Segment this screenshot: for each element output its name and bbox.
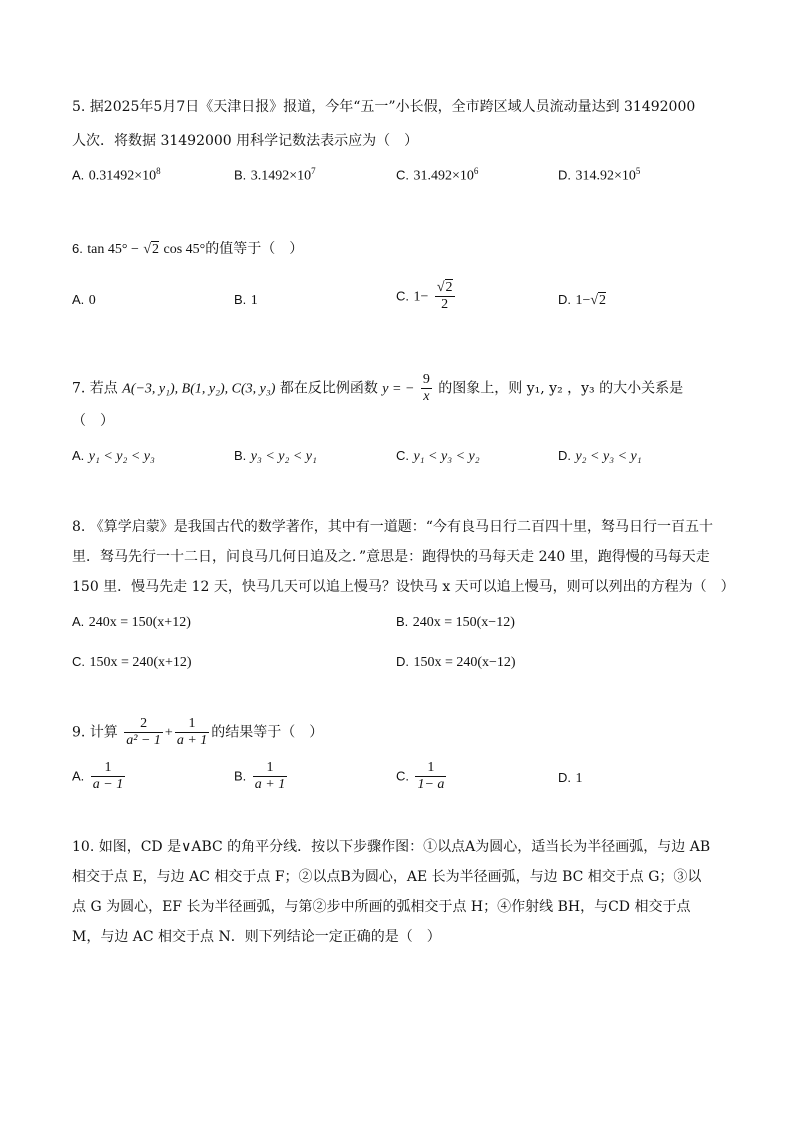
q9-option-c[interactable]: C. $\frac{1}{1- a}$ xyxy=(396,760,445,792)
q9-stem: 9. 计算 $\frac{2}{\text{a² − 1}}$ + $\frac{1}{a + 1}$ 的结果等于（ ） xyxy=(72,716,324,748)
q8-option-c[interactable]: C. 150x = 240(x+12) xyxy=(72,654,192,670)
q8-stem-line1: 8. 《算学启蒙》是我国古代的数学著作，其中有一道题：“今有良马日行二百四十里，驽马日行一百五十 xyxy=(72,519,713,535)
q7-option-a[interactable]: A. y₁ < y₂ < y₃ xyxy=(72,448,155,464)
q6-stem: 6. tan 45° − √2 cos 45°的值等于（ ） xyxy=(72,241,304,257)
q6-option-a[interactable]: A. 0 xyxy=(72,292,96,308)
q7-option-c[interactable]: C. y₁ < y₃ < y₂ xyxy=(396,448,480,464)
q8-stem-line2: 里．驽马先行一十二日，问良马几何日追及之．”意思是：跑得快的马每天走 240 里，跑得慢的马每天走 xyxy=(72,549,710,565)
q10-stem-line1: 10. 如图，CD 是∨ABC 的角平分线．按以下步骤作图：①以点A为圆心，适当长为半径画弧，与边 AB xyxy=(72,839,711,855)
q6-option-c[interactable]: C. 1− $\frac{√2}{2}$ xyxy=(396,280,453,312)
q9-fraction-1: $\frac{2}{\text{a² − 1}}$ xyxy=(126,716,161,748)
q5-option-b[interactable]: B. $3.1492\times 10^7$ xyxy=(234,166,316,184)
q8-option-b[interactable]: B. 240x = 150(x−12) xyxy=(396,614,515,630)
q5-option-c[interactable]: C. $31.492\times 10^6$ xyxy=(396,166,479,184)
q7-func-fraction: $\frac{9}{x}$ xyxy=(422,372,430,404)
q8-option-a[interactable]: A. 240x = 150(x+12) xyxy=(72,614,191,630)
q8-stem-line3: 150 里．慢马先走 12 天，快马几天可以追上慢马？设快马 x 天可以追上慢马，则可以列出的方程为（ ） xyxy=(72,579,735,595)
q7-stem-line2: （ ） xyxy=(72,413,114,429)
q9-option-a[interactable]: A. $\frac{1}{a - 1}$ xyxy=(72,760,124,792)
q9-fraction-2: $\frac{1}{a + 1}$ xyxy=(176,716,208,748)
q10-stem-line4: M，与边 AC 相交于点 N．则下列结论一定正确的是（ ） xyxy=(72,929,441,945)
q9-option-b[interactable]: B. $\frac{1}{a + 1}$ xyxy=(234,760,286,792)
q10-stem-line3: 点 G 为圆心，EF 长为半径画弧，与第②步中所画的弧相交于点 H；④作射线 BH，与CD 相交于点 xyxy=(72,899,691,915)
q6-option-d[interactable]: D. 1−√2 xyxy=(558,292,607,308)
q5-stem-line1: 5. 据2025年5月7日《天津日报》报道，今年“五一”小长假，全市跨区域人员流动量达到 31492000 xyxy=(72,99,696,115)
q5-stem-line2: 人次．将数据 31492000 用科学记数法表示应为（ ） xyxy=(72,133,419,149)
q6-option-b[interactable]: B. 1 xyxy=(234,292,258,308)
q9-option-d[interactable]: D. 1 xyxy=(558,770,583,786)
q7-option-d[interactable]: D. y₂ < y₃ < y₁ xyxy=(558,448,642,464)
q6-c-fraction: $\frac{√2}{2}$ xyxy=(436,280,453,312)
q7-stem-line1: 7. 若点 A(−3, y₁), B(1, y₂), C(3, y₃) 都在反比例函数 y = − $\frac{9}{x}$ 的图象上，则 y₁, y₂ ，y₃ 的大小关系是 xyxy=(72,372,684,404)
q8-option-d[interactable]: D. 150x = 240(x−12) xyxy=(396,654,516,670)
q5-option-a[interactable]: A. $0.31492\times 10^8$ xyxy=(72,166,161,184)
q5-option-d[interactable]: D. $314.92\times 10^5$ xyxy=(558,166,641,184)
q7-option-b[interactable]: B. y₃ < y₂ < y₁ xyxy=(234,448,317,464)
q10-stem-line2: 相交于点 E，与边 AC 相交于点 F；②以点B为圆心，AE 长为半径画弧，与边 BC 相交于点 G；③以 xyxy=(72,869,702,885)
